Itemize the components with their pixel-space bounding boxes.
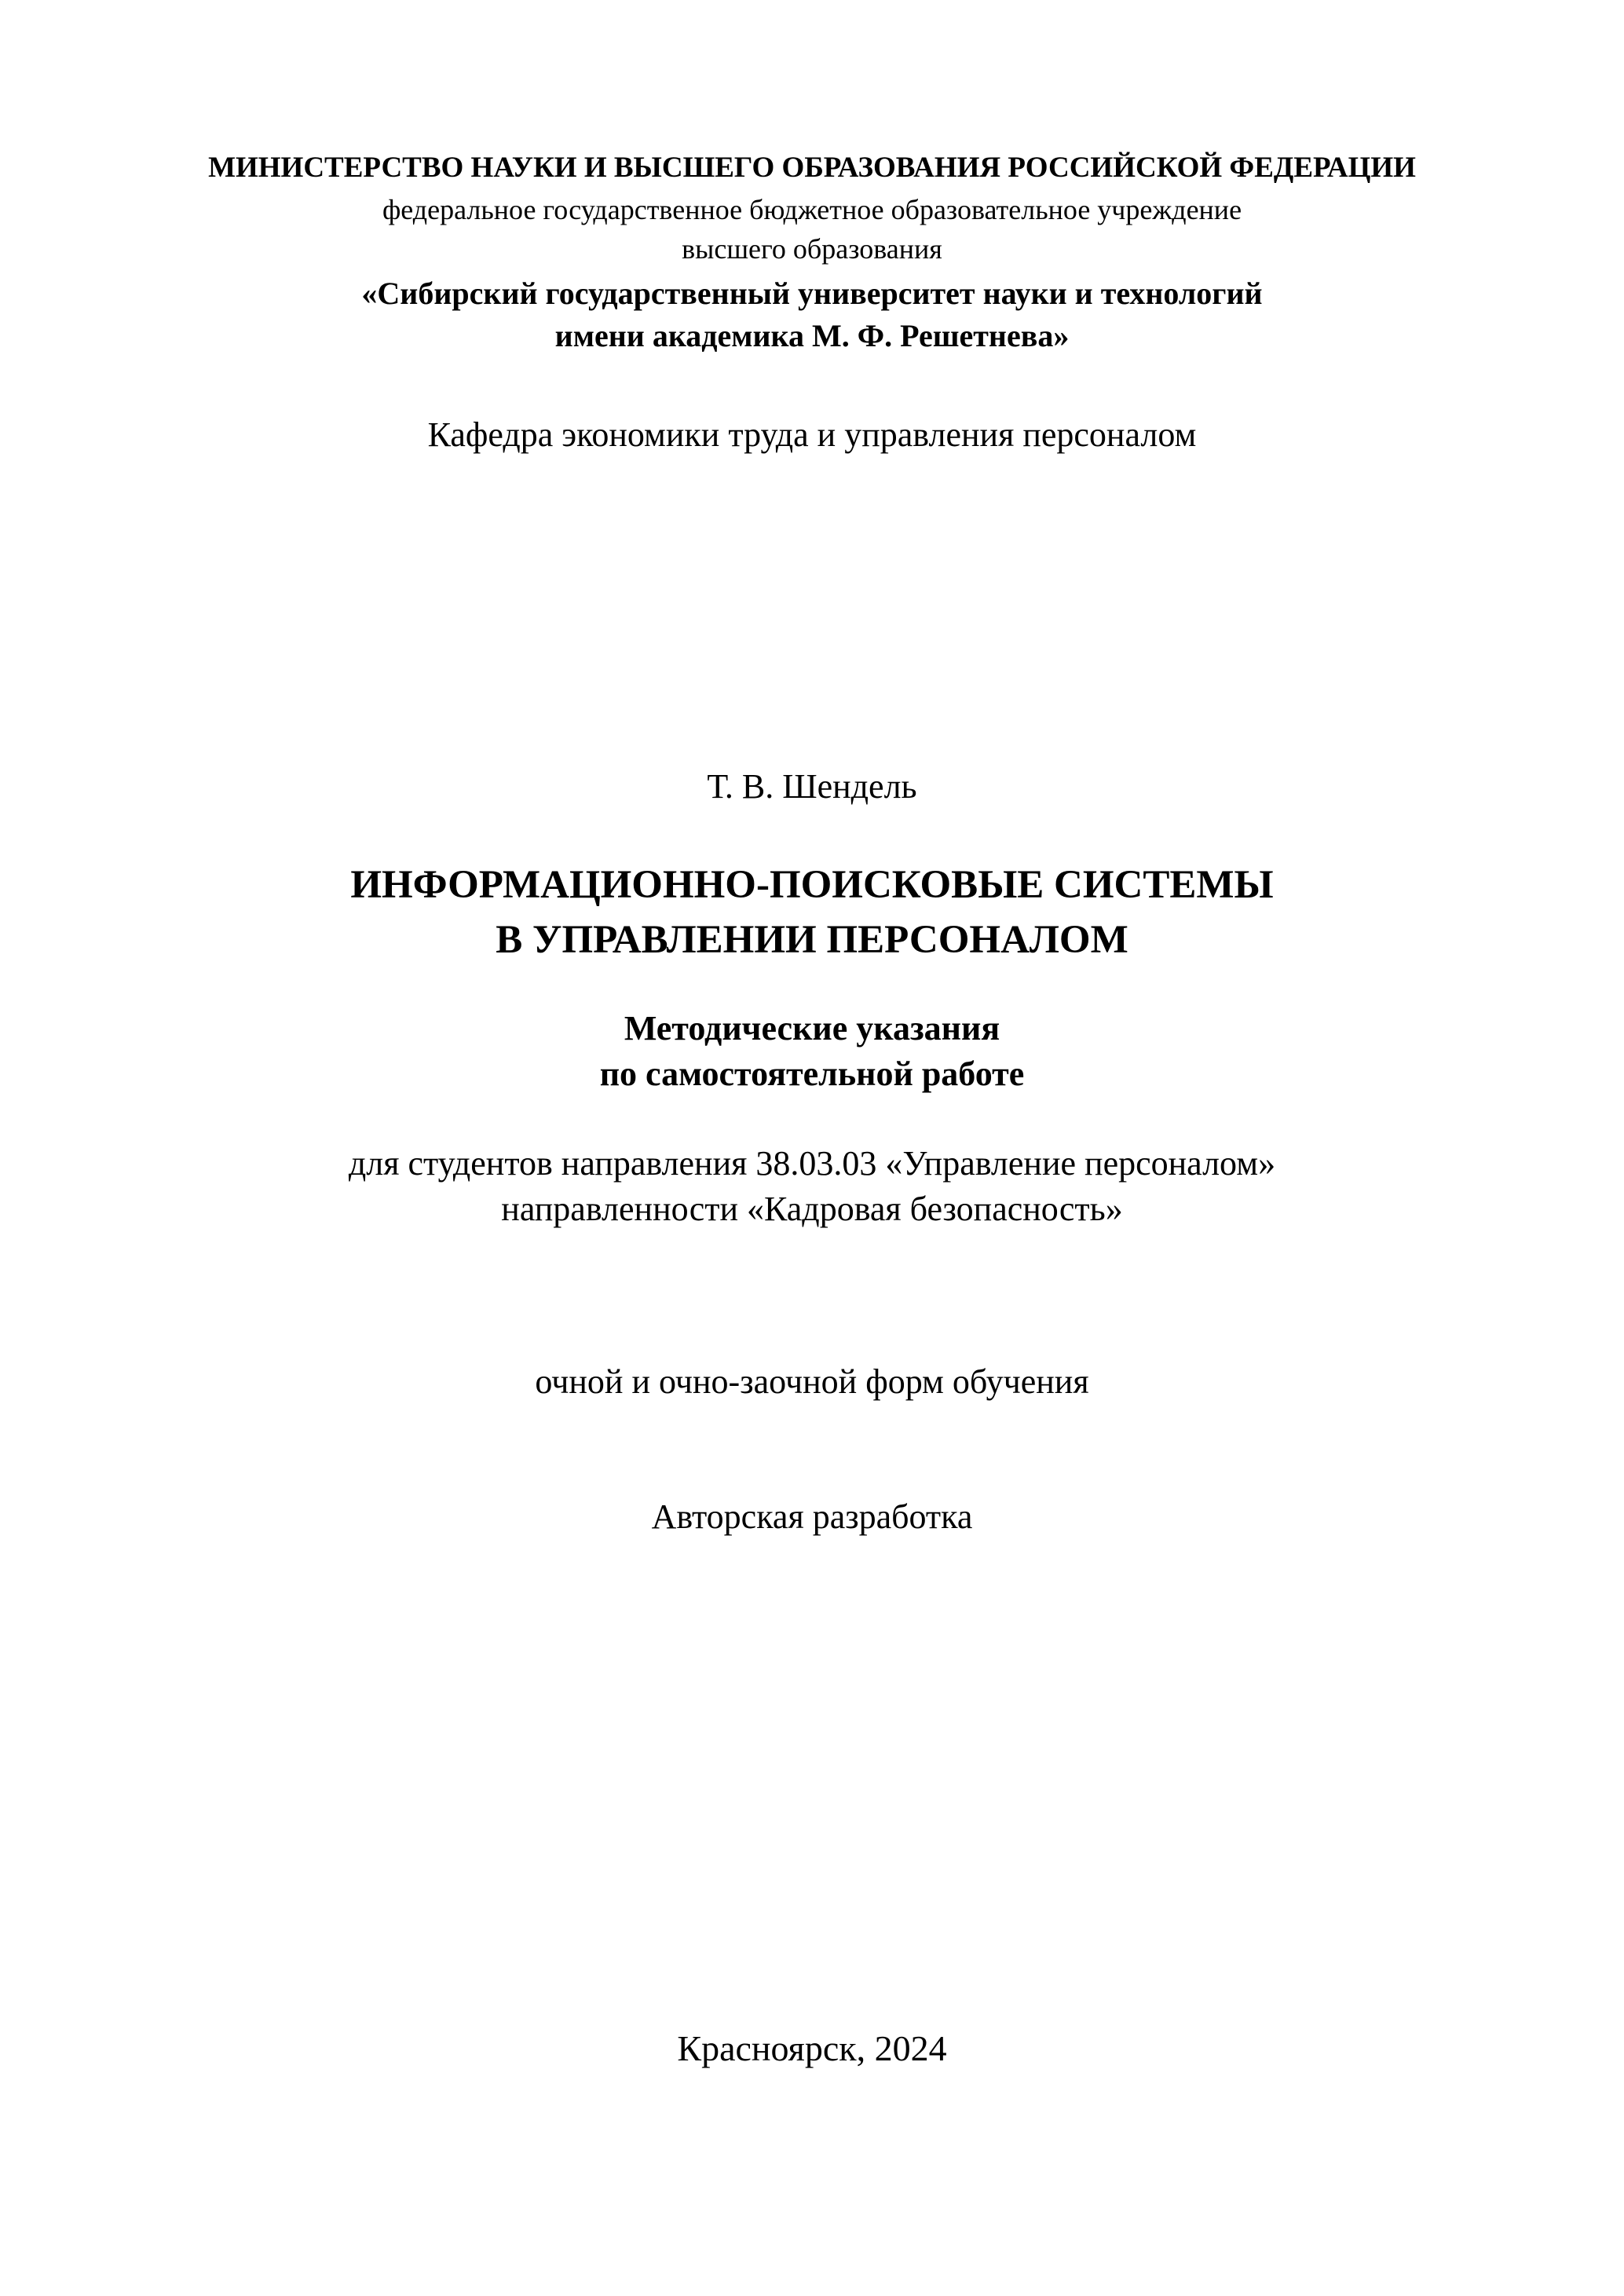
university-name-line2: имени академика М. Ф. Решетнева» [554, 318, 1070, 353]
university-name-line1: «Сибирский государственный университет науки и технологий [361, 276, 1263, 311]
study-form: очной и очно-заочной форм обучения [535, 1362, 1089, 1401]
document-title-line1: ИНФОРМАЦИОННО-ПОИСКОВЫЕ СИСТЕМЫ [350, 863, 1274, 907]
ministry-name: МИНИСТЕРСТВО НАУКИ И ВЫСШЕГО ОБРАЗОВАНИЯ РОССИЙСКОЙ ФЕДЕРАЦИИ [208, 152, 1416, 184]
document-title-line2: В УПРАВЛЕНИИ ПЕРСОНАЛОМ [496, 918, 1128, 962]
audience-line1: для студентов направления 38.03.03 «Управление персоналом» [348, 1144, 1276, 1183]
authorship-note: Авторская разработка [651, 1497, 973, 1536]
audience-line2: направленности «Кадровая безопасность» [501, 1190, 1123, 1228]
author-name: Т. В. Шендель [707, 767, 917, 806]
institution-type-line2: высшего образования [682, 233, 942, 265]
department-name: Кафедра экономики труда и управления персоналом [427, 415, 1197, 454]
city-year: Красноярск, 2024 [677, 2028, 947, 2068]
document-subtitle-line1: Методические указания [624, 1009, 1000, 1047]
document-subtitle-line2: по самостоятельной работе [599, 1055, 1025, 1093]
institution-type-line1: федеральное государственное бюджетное образовательное учреждение [382, 194, 1242, 225]
